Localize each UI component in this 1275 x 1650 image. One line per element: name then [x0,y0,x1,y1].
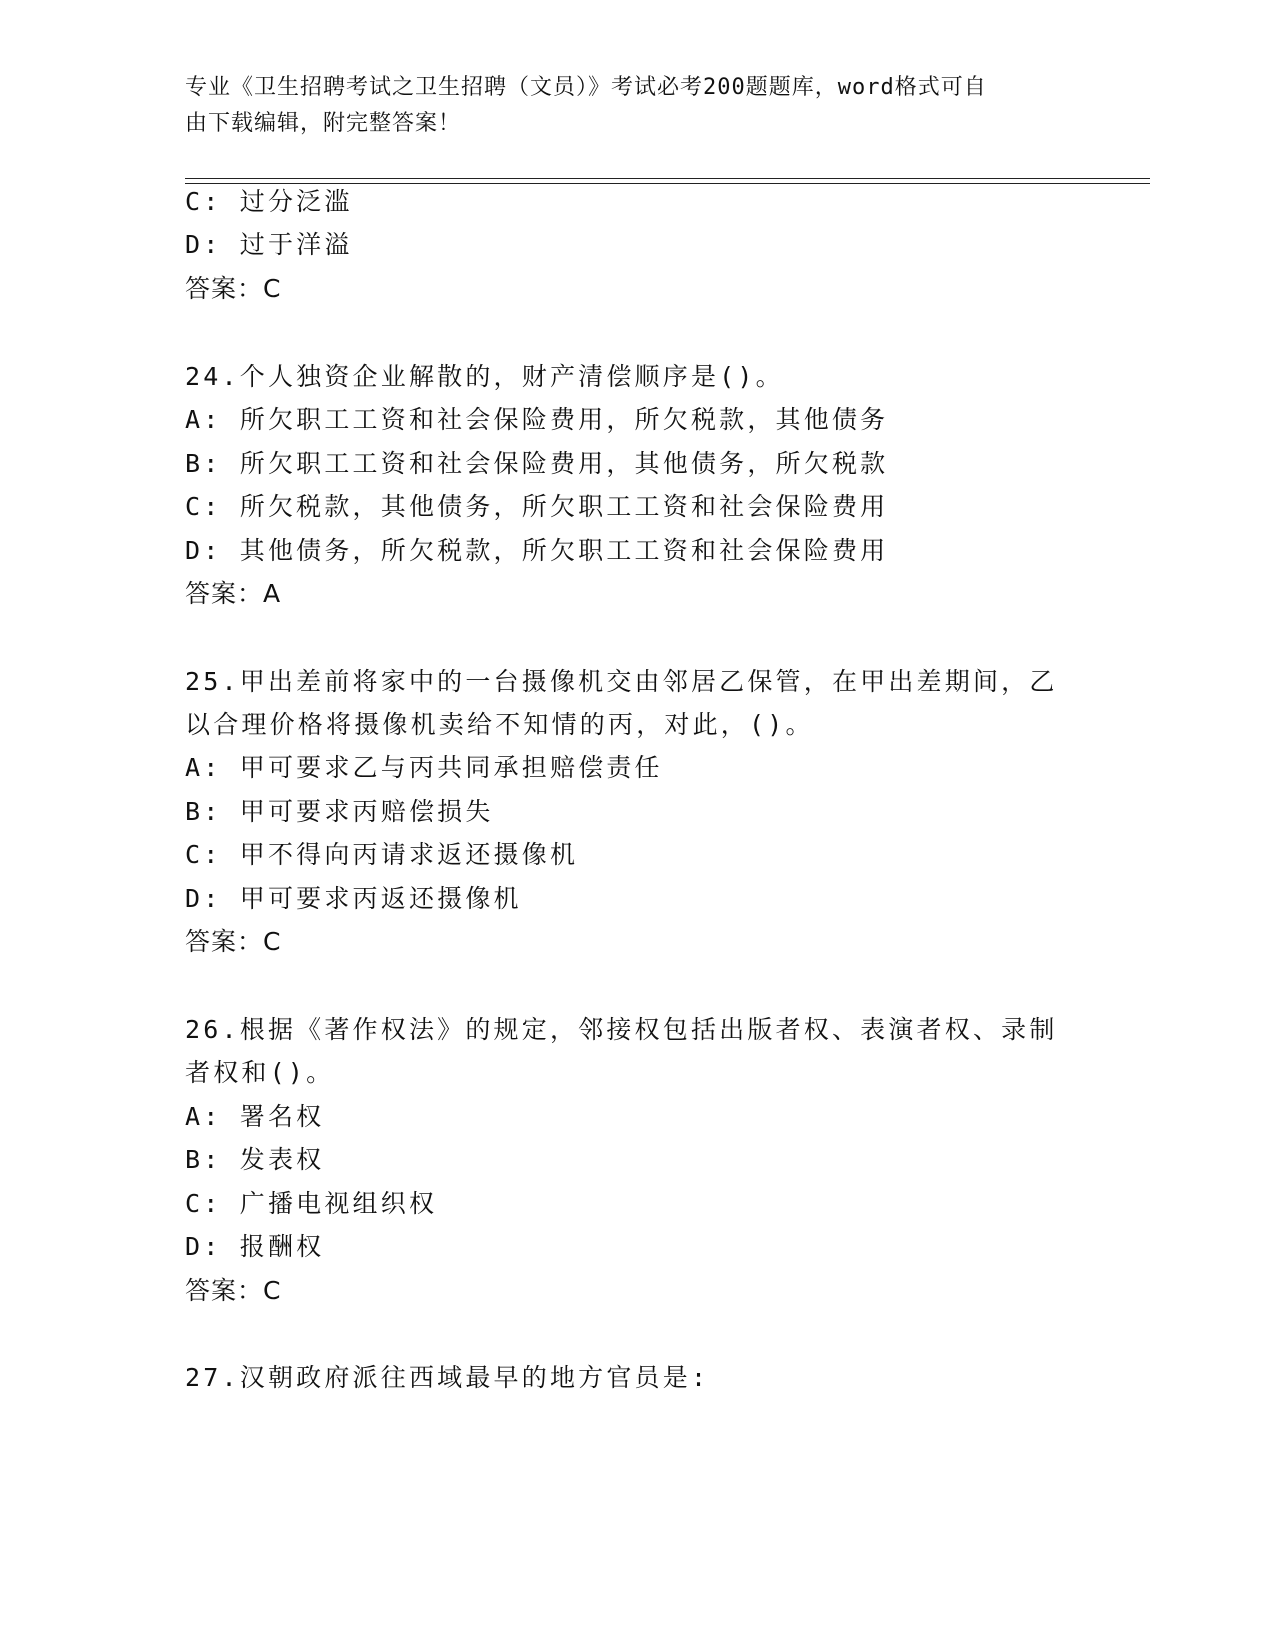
header-divider-bottom [185,183,1150,184]
q25-option-b: B: 甲可要求丙赔偿损失 [185,797,494,826]
q23-answer: 答案：C [185,274,282,303]
q25-option-d: D: 甲可要求丙返还摄像机 [185,884,522,913]
q23-option-c: C: 过分泛滥 [185,187,353,216]
q25-stem-line-1: 25.甲出差前将家中的一台摄像机交由邻居乙保管，在甲出差期间，乙 [185,667,1058,696]
document-header [185,70,1065,142]
q27-stem: 27.汉朝政府派往西域最早的地方官员是: [185,1363,710,1392]
q26-stem-line-1: 26.根据《著作权法》的规定，邻接权包括出版者权、表演者权、录制 [185,1015,1058,1044]
q26-option-d: D: 报酬权 [185,1232,325,1261]
q24-stem: 24.个人独资企业解散的，财产清偿顺序是()。 [185,362,784,391]
q26-stem-line-2: 者权和()。 [185,1058,335,1087]
header-line-1: 专业《卫生招聘考试之卫生招聘（文员）》考试必考200题题库，word格式可自 [185,75,987,100]
q26-answer: 答案：C [185,1276,282,1305]
q25-option-a: A: 甲可要求乙与丙共同承担赔偿责任 [185,753,663,782]
q24-option-c: C: 所欠税款，其他债务，所欠职工工资和社会保险费用 [185,492,889,521]
header-divider-top [185,178,1150,179]
q26-option-c: C: 广播电视组织权 [185,1189,438,1218]
q26-option-b: B: 发表权 [185,1145,325,1174]
q25-answer: 答案：C [185,927,282,956]
q25-option-c: C: 甲不得向丙请求返还摄像机 [185,840,579,869]
q26-option-a: A: 署名权 [185,1102,325,1131]
q25-stem-line-2: 以合理价格将摄像机卖给不知情的丙，对此，()。 [185,710,814,739]
q23-option-d: D: 过于洋溢 [185,230,353,259]
header-line-2: 由下载编辑，附完整答案！ [185,111,462,136]
q24-option-d: D: 其他债务，所欠税款，所欠职工工资和社会保险费用 [185,536,889,565]
q24-option-b: B: 所欠职工工资和社会保险费用，其他债务，所欠税款 [185,449,889,478]
q24-answer: 答案：A [185,579,282,608]
q24-option-a: A: 所欠职工工资和社会保险费用，所欠税款，其他债务 [185,405,889,434]
